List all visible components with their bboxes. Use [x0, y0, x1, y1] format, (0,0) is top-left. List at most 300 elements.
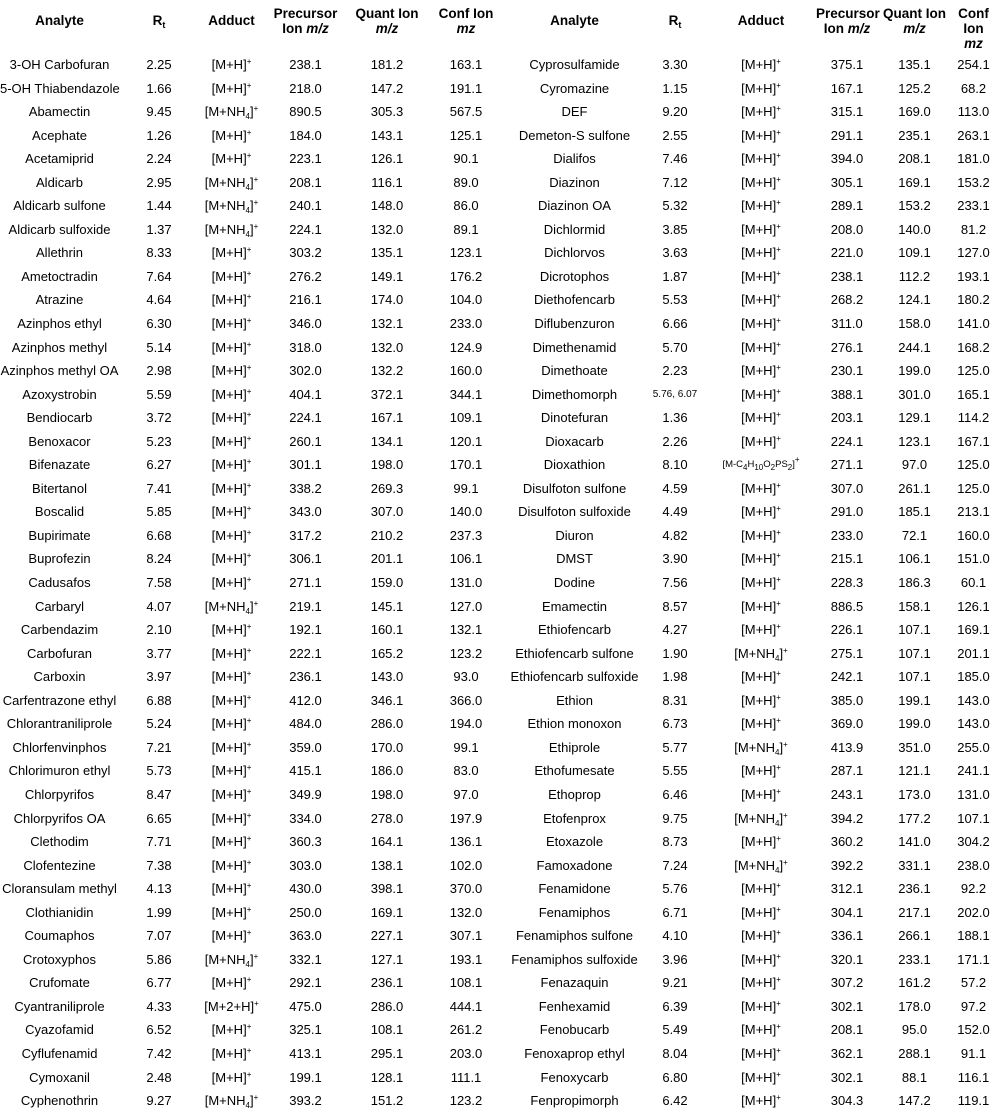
left-conf-cell: 567.5	[449, 104, 483, 120]
table-row	[0, 595, 996, 619]
right-analyte-cell: Fenazaquin	[540, 975, 609, 991]
left-quant-cell: 346.1	[370, 692, 404, 708]
right-precursor-cell: 302.1	[830, 998, 864, 1014]
left-quant-cell: 305.3	[370, 104, 404, 120]
table-row	[0, 524, 996, 548]
header-rt: $R_t$	[152, 13, 166, 30]
left-conf-cell: 99.1	[453, 480, 479, 496]
left-quant-cell: 198.0	[370, 786, 404, 802]
right-rt-cell: 4.27	[662, 622, 688, 638]
left-adduct-cell: $[M+NH_4]^+$	[204, 1093, 259, 1111]
right-quant-cell: 199.1	[898, 692, 931, 708]
left-quant-cell: 398.1	[370, 881, 404, 897]
table-row	[0, 830, 996, 854]
left-rt-cell: 1.99	[146, 904, 172, 920]
right-analyte-cell: Dinotefuran	[540, 410, 609, 426]
right-quant-cell: 186.3	[898, 575, 931, 591]
table-row	[0, 53, 996, 77]
right-rt-cell: 5.53	[662, 292, 688, 308]
left-conf-cell: 370.0	[449, 881, 483, 897]
right-adduct-cell: [M+H]+	[741, 151, 781, 167]
left-conf-cell: 111.1	[450, 1069, 482, 1085]
left-adduct-cell: [M+H]+	[211, 127, 252, 143]
left-analyte-cell: Crotoxyphos	[23, 951, 96, 967]
right-precursor-cell: 336.1	[830, 928, 864, 944]
left-adduct-cell: [M+H]+	[211, 504, 252, 520]
table-row	[0, 924, 996, 948]
right-precursor-cell: 392.2	[830, 857, 864, 873]
right-rt-cell: 1.15	[662, 80, 688, 96]
right-conf-cell: 185.0	[957, 669, 990, 685]
right-quant-cell: 185.1	[898, 504, 931, 520]
table-row	[0, 147, 996, 171]
right-adduct-cell: [M+H]+	[741, 127, 781, 143]
left-analyte-cell: Aldicarb sulfoxide	[8, 221, 111, 237]
right-quant-cell: 72.1	[901, 527, 928, 543]
right-rt-cell: 7.46	[662, 151, 688, 167]
left-rt-cell: 5.24	[146, 716, 172, 732]
right-conf-cell: 238.0	[957, 857, 990, 873]
right-conf-cell: 116.1	[957, 1069, 990, 1085]
left-quant-cell: 132.2	[370, 363, 404, 379]
left-rt-cell: 3.72	[146, 410, 172, 426]
right-adduct-cell: [M+H]+	[741, 975, 781, 991]
right-quant-cell: 106.1	[898, 551, 931, 567]
left-quant-cell: 174.0	[370, 292, 404, 308]
left-rt-cell: 5.73	[146, 763, 172, 779]
table-row	[0, 736, 996, 760]
right-analyte-cell: Dioxathion	[543, 457, 606, 473]
right-quant-cell: 121.1	[898, 763, 931, 779]
left-rt-cell: 2.25	[146, 57, 172, 72]
left-quant-cell: 134.1	[370, 433, 404, 449]
right-adduct-cell: [M+H]+	[741, 881, 781, 897]
right-conf-cell: 107.1	[957, 810, 990, 826]
right-adduct-cell: [M+H]+	[741, 575, 781, 591]
table-row	[0, 100, 996, 124]
header-precursor: Precursor Ion m/z	[273, 6, 338, 36]
table-row	[0, 807, 996, 831]
left-adduct-cell: [M+H]+	[211, 339, 252, 355]
left-conf-cell: 93.0	[453, 669, 479, 685]
left-quant-cell: 295.1	[370, 1045, 404, 1061]
left-quant-cell: 181.2	[370, 57, 404, 72]
left-quant-cell: 128.1	[370, 1069, 404, 1085]
left-rt-cell: 3.97	[146, 669, 172, 685]
right-analyte-cell: Dioxacarb	[545, 433, 604, 449]
left-conf-cell: 123.2	[449, 645, 483, 661]
right-analyte-cell: Dimethoate	[541, 363, 608, 379]
left-analyte-cell: Azinphos ethyl	[17, 316, 102, 332]
table-row	[0, 500, 996, 524]
left-quant-cell: 138.1	[370, 857, 404, 873]
right-rt-cell: 7.12	[662, 174, 688, 190]
left-analyte-cell: Carbaryl	[34, 598, 85, 614]
right-conf-cell: 151.0	[957, 551, 990, 567]
left-conf-cell: 90.1	[453, 151, 479, 167]
right-conf-cell: 125.0	[957, 457, 990, 473]
left-precursor-cell: 223.1	[289, 151, 322, 167]
left-conf-cell: 136.1	[449, 834, 483, 850]
right-precursor-cell: 307.2	[830, 975, 864, 991]
left-conf-cell: 194.0	[449, 716, 483, 732]
right-adduct-cell: [M+H]+	[741, 221, 781, 237]
right-precursor-cell: 208.0	[830, 221, 864, 237]
left-conf-cell: 197.9	[449, 810, 483, 826]
left-analyte-cell: Cadusafos	[28, 575, 91, 591]
right-adduct-cell: [M+H]+	[741, 80, 781, 96]
right-rt-cell: 8.04	[662, 1045, 688, 1061]
right-quant-cell: 107.1	[898, 645, 931, 661]
right-conf-cell: 127.0	[957, 245, 990, 261]
left-rt-cell: 7.58	[146, 575, 172, 591]
header-quant: Quant Ion m/z	[355, 6, 419, 36]
left-conf-cell: 83.0	[453, 763, 479, 779]
left-conf-cell: 191.1	[449, 80, 483, 96]
left-precursor-cell: 240.1	[289, 198, 322, 214]
left-rt-cell: 1.37	[146, 221, 172, 237]
left-rt-cell: 8.24	[146, 551, 172, 567]
right-conf-cell: 60.1	[960, 575, 987, 591]
left-adduct-cell: [M+H]+	[211, 763, 252, 779]
right-conf-cell: 233.1	[957, 198, 990, 214]
right-precursor-cell: 304.1	[830, 904, 864, 920]
right-quant-cell: 169.1	[898, 174, 931, 190]
left-conf-cell: 124.9	[449, 339, 483, 355]
right-adduct-cell: [M+H]+	[741, 763, 781, 779]
left-conf-cell: 120.1	[449, 433, 483, 449]
right-rt-cell: 4.82	[662, 527, 688, 543]
right-rt-cell: 9.21	[662, 975, 688, 991]
left-conf-cell: 123.2	[449, 1093, 483, 1109]
right-analyte-cell: Disulfoton sulfone	[522, 480, 627, 496]
right-quant-cell: 217.1	[898, 904, 931, 920]
left-rt-cell: 6.65	[146, 810, 172, 826]
left-adduct-cell: $[M+NH_4]^+$	[204, 598, 259, 616]
left-conf-cell: 132.1	[449, 622, 483, 638]
left-analyte-cell: Carbofuran	[26, 645, 93, 661]
header-adduct: Adduct	[208, 13, 255, 28]
right-analyte-cell: Fenoxaprop ethyl	[524, 1045, 625, 1061]
left-rt-cell: 3.77	[146, 645, 172, 661]
left-precursor-cell: 184.0	[289, 127, 322, 143]
left-adduct-cell: [M+H]+	[211, 739, 252, 755]
left-adduct-cell: [M+H]+	[211, 881, 252, 897]
left-adduct-cell: $[M+NH_4]^+$	[204, 221, 259, 239]
right-adduct-cell: $[M-C_4H_{10}O_2PS_2]^+$	[722, 455, 800, 473]
right-adduct-cell: [M+H]+	[741, 598, 781, 614]
left-adduct-cell: [M+H]+	[211, 480, 252, 496]
right-quant-cell: 95.0	[901, 1022, 928, 1038]
right-rt-cell: 7.56	[662, 575, 688, 591]
left-adduct-cell: [M+H]+	[211, 316, 252, 332]
right-precursor-cell: 305.1	[830, 174, 864, 190]
left-analyte-cell: Aldicarb sulfone	[13, 198, 106, 214]
left-analyte-cell: Chlorpyrifos OA	[13, 810, 106, 826]
left-precursor-cell: 303.2	[289, 245, 322, 261]
left-adduct-cell: [M+H]+	[211, 268, 252, 284]
right-rt-cell: 2.26	[662, 433, 688, 449]
right-adduct-cell: [M+H]+	[741, 504, 781, 520]
right-analyte-cell: Etofenprox	[543, 810, 606, 826]
right-conf-cell: 114.2	[957, 410, 990, 426]
right-precursor-cell: 238.1	[830, 268, 864, 284]
right-quant-cell: 178.0	[898, 998, 931, 1014]
left-analyte-cell: Chlorantraniliprole	[6, 716, 113, 732]
right-adduct-cell: $[M+NH_4]^+$	[734, 645, 788, 663]
table-row	[0, 901, 996, 925]
right-precursor-cell: 291.1	[830, 127, 864, 143]
right-precursor-cell: 230.1	[830, 363, 864, 379]
right-precursor-cell: 291.0	[830, 504, 864, 520]
left-quant-cell: 151.2	[370, 1093, 404, 1109]
right-precursor-cell: 243.1	[830, 786, 864, 802]
header-conf-2: Conf Ion mz	[958, 6, 989, 51]
right-adduct-cell: [M+H]+	[741, 1093, 781, 1109]
left-quant-cell: 165.2	[370, 645, 404, 661]
left-analyte-cell: Cyantraniliprole	[14, 998, 105, 1014]
left-rt-cell: 9.45	[146, 104, 172, 120]
left-quant-cell: 147.2	[370, 80, 404, 96]
left-rt-cell: 7.41	[146, 480, 172, 496]
right-rt-cell: 5.32	[662, 198, 688, 214]
left-quant-cell: 149.1	[370, 268, 404, 284]
right-quant-cell: 88.1	[901, 1069, 928, 1085]
right-rt-cell: 9.75	[662, 810, 688, 826]
right-conf-cell: 255.0	[957, 739, 990, 755]
left-quant-cell: 286.0	[370, 716, 404, 732]
left-conf-cell: 108.1	[449, 975, 483, 991]
header-quant-2: Quant Ion m/z	[883, 6, 946, 36]
right-conf-cell: 143.0	[957, 692, 990, 708]
table-row	[0, 383, 996, 407]
right-rt-cell: 6.66	[662, 316, 688, 332]
right-adduct-cell: [M+H]+	[741, 292, 781, 308]
left-conf-cell: 444.1	[449, 998, 483, 1014]
right-adduct-cell: [M+H]+	[741, 1045, 781, 1061]
left-quant-cell: 132.0	[370, 339, 404, 355]
left-analyte-cell: Benoxacor	[28, 433, 91, 449]
table-row	[0, 312, 996, 336]
left-conf-cell: 176.2	[449, 268, 483, 284]
table-row	[0, 194, 996, 218]
left-precursor-cell: 260.1	[289, 433, 322, 449]
left-rt-cell: 2.10	[146, 622, 172, 638]
right-rt-cell: 4.49	[662, 504, 688, 520]
right-adduct-cell: [M+H]+	[741, 998, 781, 1014]
right-analyte-cell: Diflubenzuron	[534, 316, 615, 332]
right-precursor-cell: 287.1	[830, 763, 864, 779]
right-quant-cell: 173.0	[898, 786, 931, 802]
left-precursor-cell: 250.0	[289, 904, 322, 920]
left-analyte-cell: Azinphos methyl OA	[0, 363, 119, 379]
right-quant-cell: 351.0	[898, 739, 931, 755]
left-adduct-cell: [M+H]+	[211, 975, 252, 991]
table-row	[0, 783, 996, 807]
right-analyte-cell: Fenoxycarb	[540, 1069, 609, 1085]
right-rt-cell: 8.10	[662, 457, 688, 473]
right-rt-cell: 1.36	[662, 410, 688, 426]
table-row	[0, 453, 996, 477]
left-analyte-cell: Cyphenothrin	[20, 1093, 99, 1109]
right-rt-cell: 6.46	[662, 786, 688, 802]
right-rt-cell: 8.57	[662, 598, 688, 614]
right-analyte-cell: Dicrotophos	[539, 268, 610, 284]
left-rt-cell: 2.24	[146, 151, 172, 167]
right-quant-cell: 109.1	[898, 245, 931, 261]
left-quant-cell: 269.3	[370, 480, 404, 496]
table-row	[0, 124, 996, 148]
right-adduct-cell: [M+H]+	[741, 174, 781, 190]
left-precursor-cell: 301.1	[289, 457, 322, 473]
left-adduct-cell: [M+H]+	[211, 857, 252, 873]
left-adduct-cell: [M+H]+	[211, 386, 252, 402]
right-rt-cell: 5.76, 6.07	[652, 388, 698, 400]
right-analyte-cell: Ethoprop	[548, 786, 601, 802]
left-adduct-cell: $[M+NH_4]^+$	[204, 174, 259, 192]
right-conf-cell: 180.2	[957, 292, 990, 308]
right-rt-cell: 1.90	[662, 645, 688, 661]
left-precursor-cell: 332.1	[289, 951, 322, 967]
right-quant-cell: 301.0	[898, 386, 931, 402]
left-analyte-cell: Cymoxanil	[29, 1069, 90, 1085]
right-analyte-cell: Ethion monoxon	[527, 716, 622, 732]
left-analyte-cell: Acephate	[32, 127, 87, 143]
left-analyte-cell: Chlorpyrifos	[24, 786, 95, 802]
left-adduct-cell: [M+H]+	[211, 292, 252, 308]
right-quant-cell: 124.1	[898, 292, 931, 308]
left-quant-cell: 116.1	[371, 174, 403, 190]
left-conf-cell: 163.1	[449, 57, 483, 72]
right-rt-cell: 6.80	[662, 1069, 688, 1085]
left-conf-cell: 131.0	[449, 575, 483, 591]
table-row	[0, 359, 996, 383]
right-conf-cell: 201.1	[957, 645, 990, 661]
right-adduct-cell: [M+H]+	[741, 316, 781, 332]
right-precursor-cell: 394.0	[830, 151, 864, 167]
left-precursor-cell: 219.1	[289, 598, 322, 614]
right-analyte-cell: Dichlormid	[543, 221, 606, 237]
table-row	[0, 854, 996, 878]
right-conf-cell: 57.2	[960, 975, 987, 991]
header-conf: Conf Ion mz	[438, 6, 494, 36]
left-conf-cell: 109.1	[449, 410, 483, 426]
table-row	[0, 547, 996, 571]
table-row	[0, 336, 996, 360]
right-adduct-cell: $[M+NH_4]^+$	[734, 857, 788, 875]
left-rt-cell: 1.66	[146, 80, 172, 96]
left-quant-cell: 198.0	[370, 457, 404, 473]
left-precursor-cell: 208.1	[289, 174, 322, 190]
right-precursor-cell: 226.1	[830, 622, 864, 638]
right-quant-cell: 158.0	[898, 316, 931, 332]
right-conf-cell: 263.1	[957, 127, 990, 143]
left-quant-cell: 372.1	[370, 386, 404, 402]
right-adduct-cell: [M+H]+	[741, 669, 781, 685]
left-rt-cell: 6.52	[146, 1022, 172, 1038]
right-precursor-cell: 388.1	[830, 386, 864, 402]
left-adduct-cell: [M+H]+	[211, 151, 252, 167]
right-conf-cell: 193.1	[957, 268, 990, 284]
left-analyte-cell: Carboxin	[33, 669, 86, 685]
right-analyte-cell: Fenpropimorph	[530, 1093, 619, 1109]
left-quant-cell: 169.1	[370, 904, 404, 920]
table-row	[0, 1042, 996, 1066]
left-adduct-cell: [M+H]+	[211, 245, 252, 261]
left-precursor-cell: 484.0	[289, 716, 322, 732]
right-precursor-cell: 289.1	[830, 198, 864, 214]
left-precursor-cell: 415.1	[289, 763, 322, 779]
right-conf-cell: 125.0	[957, 363, 990, 379]
left-quant-cell: 132.1	[370, 316, 404, 332]
right-analyte-cell: DEF	[561, 104, 588, 120]
right-adduct-cell: [M+H]+	[741, 1069, 781, 1085]
right-adduct-cell: $[M+NH_4]^+$	[734, 810, 788, 828]
left-adduct-cell: $[M+NH_4]^+$	[204, 951, 259, 969]
right-rt-cell: 8.73	[662, 834, 688, 850]
right-conf-cell: 125.0	[957, 480, 990, 496]
table-row	[0, 948, 996, 972]
table-row	[0, 171, 996, 195]
left-adduct-cell: [M+H]+	[211, 551, 252, 567]
right-conf-cell: 202.0	[957, 904, 990, 920]
table-body	[0, 53, 996, 1113]
left-adduct-cell: [M+H]+	[211, 433, 252, 449]
left-rt-cell: 4.33	[146, 998, 172, 1014]
left-precursor-cell: 271.1	[289, 575, 322, 591]
left-adduct-cell: [M+H]+	[211, 1022, 252, 1038]
left-precursor-cell: 890.5	[289, 104, 322, 120]
left-precursor-cell: 343.0	[289, 504, 322, 520]
right-precursor-cell: 413.9	[830, 739, 864, 755]
right-precursor-cell: 215.1	[830, 551, 864, 567]
left-analyte-cell: Abamectin	[28, 104, 91, 120]
right-conf-cell: 254.1	[957, 57, 990, 72]
left-precursor-cell: 475.0	[289, 998, 322, 1014]
left-analyte-cell: Boscalid	[34, 504, 85, 520]
left-conf-cell: 344.1	[449, 386, 483, 402]
right-analyte-cell: Diethofencarb	[534, 292, 615, 308]
right-analyte-cell: Demeton-S sulfone	[518, 127, 631, 143]
right-analyte-cell: Fenhexamid	[538, 998, 611, 1014]
left-conf-cell: 127.0	[449, 598, 483, 614]
right-adduct-cell: [M+H]+	[741, 433, 781, 449]
left-precursor-cell: 404.1	[289, 386, 322, 402]
right-conf-cell: 241.1	[957, 763, 990, 779]
left-quant-cell: 160.1	[370, 622, 404, 638]
left-conf-cell: 193.1	[449, 951, 483, 967]
table-row	[0, 288, 996, 312]
left-rt-cell: 6.88	[146, 692, 172, 708]
left-quant-cell: 201.1	[370, 551, 404, 567]
left-rt-cell: 4.13	[146, 881, 172, 897]
right-rt-cell: 4.10	[662, 928, 688, 944]
right-conf-cell: 168.2	[957, 339, 990, 355]
right-precursor-cell: 320.1	[830, 951, 864, 967]
right-conf-cell: 181.0	[957, 151, 990, 167]
right-adduct-cell: [M+H]+	[741, 410, 781, 426]
right-conf-cell: 171.1	[957, 951, 990, 967]
left-conf-cell: 86.0	[453, 198, 479, 214]
right-analyte-cell: DMST	[556, 551, 593, 567]
left-quant-cell: 127.1	[370, 951, 404, 967]
table-row	[0, 995, 996, 1019]
right-adduct-cell: [M+H]+	[741, 198, 781, 214]
right-precursor-cell: 233.0	[830, 527, 864, 543]
table-row	[0, 689, 996, 713]
left-quant-cell: 145.1	[370, 598, 404, 614]
right-conf-cell: 188.1	[957, 928, 990, 944]
